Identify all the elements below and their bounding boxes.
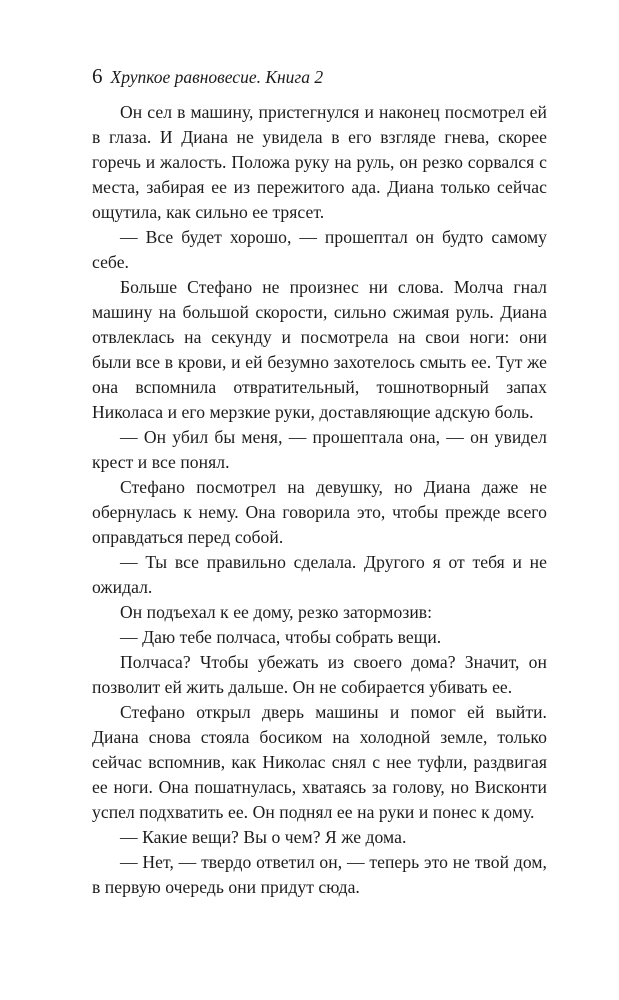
paragraph: Стефано открыл дверь машины и помог ей выйти. Диана снова стояла босиком на холодной земле, только сейчас вспомнив, как Николас снял с нее туфли, раздвигая ее ноги. Она пошатнулась, хватаясь за голову, но Висконти успел подхватить ее. Он поднял ее на руки и понес к дому. [92,702,547,822]
paragraph: Полчаса? Чтобы убежать из своего дома? Значит, он позволит ей жить дальше. Он не собирается убивать ее. [92,652,547,697]
paragraph: Стефано посмотрел на девушку, но Диана даже не обернулась к нему. Она говорила это, чтобы прежде всего оправдаться перед собой. [92,477,547,547]
book-title: Хрупкое равновесие. Книга 2 [110,67,324,87]
paragraph: — Все будет хорошо, — прошептал он будто самому себе. [92,227,547,272]
paragraph: — Нет, — твердо ответил он, — теперь это не твой дом, в первую очередь они придут сюда. [92,852,547,897]
paragraph: — Какие вещи? Вы о чем? Я же дома. [120,827,407,847]
paragraph: Больше Стефано не произнес ни слова. Молча гнал машину на большой скорости, сильно сжимая руль. Диана отвлеклась на секунду и посмотрела на свои ноги: они были все в крови, и ей безумно захотелось смыть ее. Тут же она вспомнила отвратительный, тошнотворный запах Николаса и его мерзкие руки, доставляющие адскую боль. [92,277,547,422]
paragraph: Он подъехал к ее дому, резко затормозив: [120,602,433,622]
paragraph: — Он убил бы меня, — прошептала она, — он увидел крест и все понял. [92,427,547,472]
page-number: 6 [92,64,103,88]
body-text [92,100,547,900]
paragraph: Он сел в машину, пристегнулся и наконец посмотрел ей в глаза. И Диана не увидела в его взгляде гнева, скорее горечь и жалость. Положа руку на руль, он резко сорвался с места, забирая ее из пережитого ада. Диана только сейчас ощутила, как сильно ее трясет. [92,102,547,222]
paragraph: — Даю тебе полчаса, чтобы собрать вещи. [120,627,442,647]
book-page [92,64,547,900]
running-head [92,64,547,92]
paragraph: — Ты все правильно сделала. Другого я от тебя и не ожидал. [92,552,547,597]
